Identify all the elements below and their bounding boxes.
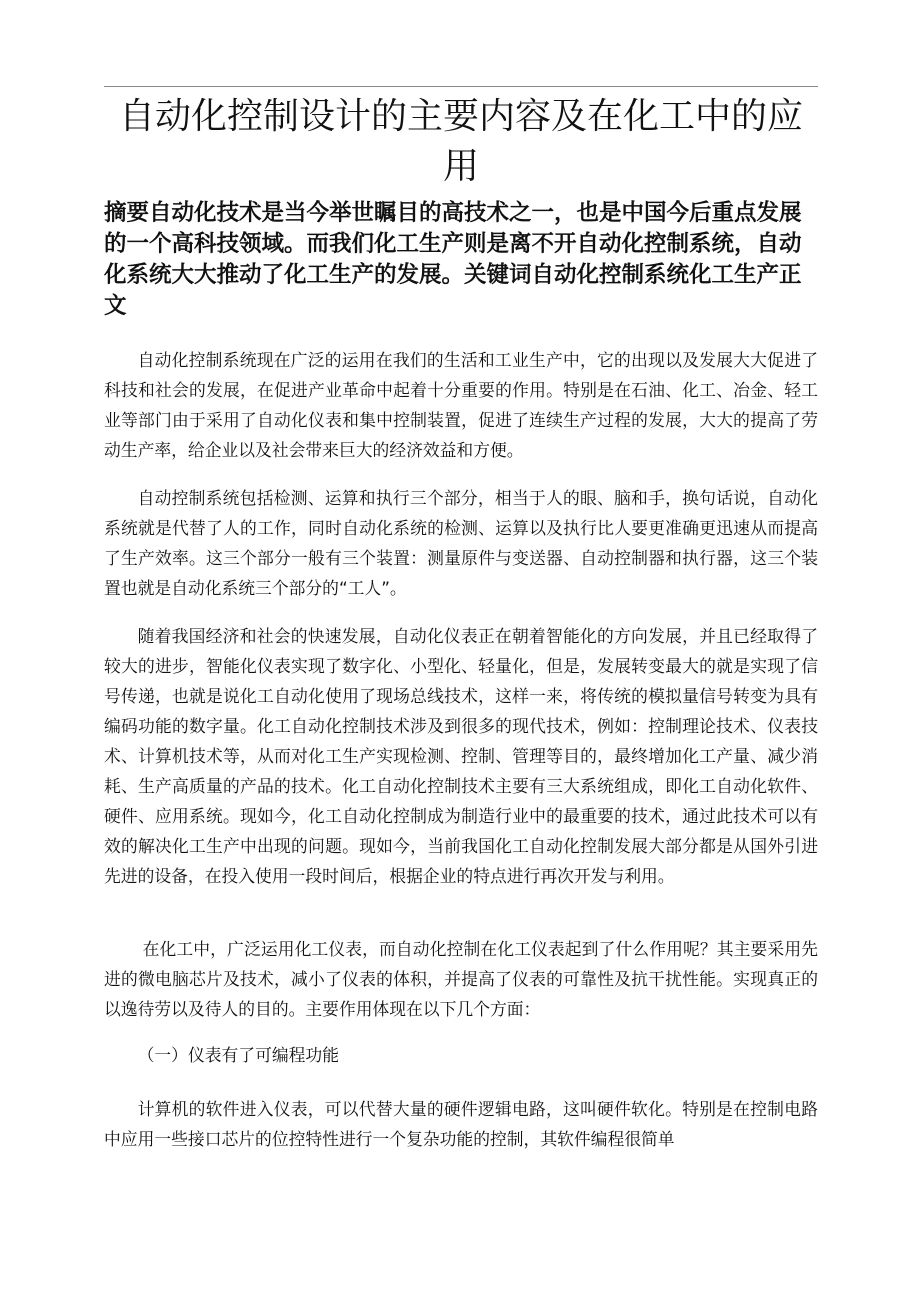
paragraph-5: 计算机的软件进入仪表，可以代替大量的硬件逻辑电路，这叫硬件软化。特别是在控制电路中应用一些接口芯片的位控特性进行一个复杂功能的控制，其软件编程很简单	[104, 1099, 818, 1149]
header-rule	[104, 86, 818, 87]
paragraph-4: 在化工中，广泛运用化工仪表，而自动化控制在化工仪表起到了什么作用呢？其主要采用先进的微电脑芯片及技术，减小了仪表的体积，并提高了仪表的可靠性及抗干扰性能。实现真正的以逸待劳以及待人的目的。主要作用体现在以下几个方面：	[104, 939, 818, 1019]
abstract: 摘要自动化技术是当今举世瞩目的高技术之一，也是中国今后重点发展的一个高科技领域。而我们化工生产则是离不开自动化控制系统，自动化系统大大推动了化工生产的发展。关键词自动化控制系统化工生产正文	[104, 200, 802, 319]
document-title: 自动化控制设计的主要内容及在化工中的应用	[118, 96, 803, 187]
paragraph-3: 随着我国经济和社会的快速发展，自动化仪表正在朝着智能化的方向发展，并且已经取得了较大的进步，智能化仪表实现了数字化、小型化、轻量化，但是，发展转变最大的就是实现了信号传递，也就是说化工自动化使用了现场总线技术，这样一来，将传统的模拟量信号转变为具有编码功能的数字量。化工自动化控制技术涉及到很多的现代技术，例如：控制理论技术、仪表技术、计算机技术等，从而对化工生产实现检测、控制、管理等目的，最终增加化工产量、减少消耗、生产高质量的产品的技术。化工自动化控制技术主要有三大系统组成，即化工自动化软件、硬件、应用系统。现如今，化工自动化控制成为制造行业中的最重要的技术，通过此技术可以有效的解决化工生产中出现的问题。现如今，当前我国化工自动化控制发展大部分都是从国外引进先进的设备，在投入使用一段时间后，根据企业的特点进行再次开发与利用。	[104, 626, 818, 886]
section-heading-1: （一）仪表有了可编程功能	[137, 1045, 339, 1065]
paragraph-2: 自动控制系统包括检测、运算和执行三个部分，相当于人的眼、脑和手，换句话说，自动化系统就是代替了人的工作，同时自动化系统的检测、运算以及执行比人要更准确更迅速从而提高了生产效率。这三个部分一般有三个装置：测量原件与变送器、自动控制器和执行器，这三个装置也就是自动化系统三个部分的“工人”。	[104, 488, 818, 598]
paragraph-1: 自动化控制系统现在广泛的运用在我们的生活和工业生产中，它的出现以及发展大大促进了科技和社会的发展，在促进产业革命中起着十分重要的作用。特别是在石油、化工、冶金、轻工业等部门由于采用了自动化仪表和集中控制装置，促进了连续生产过程的发展，大大的提高了劳动生产率，给企业以及社会带来巨大的经济效益和方便。	[104, 350, 818, 460]
